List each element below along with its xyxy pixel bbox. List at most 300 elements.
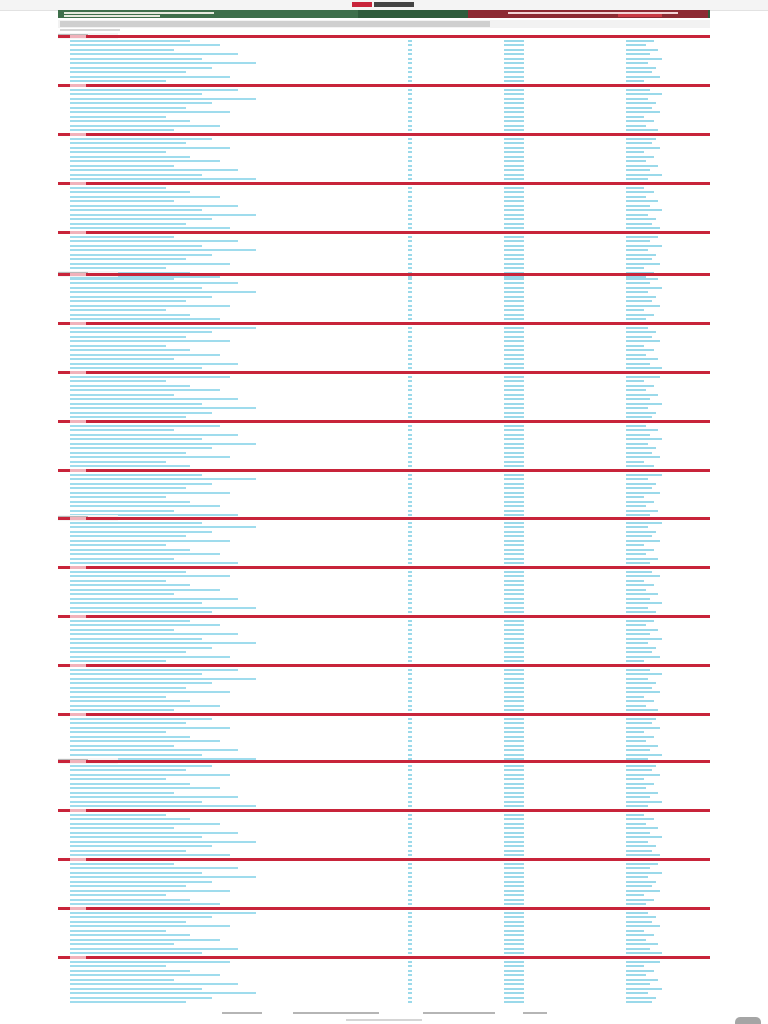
muscle-group-link[interactable] (626, 629, 658, 631)
muscle-group-link[interactable] (626, 452, 652, 454)
exercise-link[interactable] (70, 309, 166, 311)
exercise-link[interactable] (70, 487, 186, 489)
muscle-group-link[interactable] (626, 754, 662, 756)
exercise-link[interactable] (70, 53, 238, 55)
muscle-group-link[interactable] (626, 827, 658, 829)
muscle-group-link[interactable] (626, 854, 660, 856)
muscle-group-link[interactable] (626, 916, 656, 918)
exercise-link[interactable] (70, 461, 166, 463)
footer-link-terms[interactable] (293, 1012, 379, 1014)
exercise-link[interactable] (70, 890, 230, 892)
muscle-group-link[interactable] (626, 254, 656, 256)
exercise-link[interactable] (70, 970, 190, 972)
muscle-group-link[interactable] (626, 71, 652, 73)
muscle-group-link[interactable] (626, 111, 660, 113)
exercise-link[interactable] (70, 796, 238, 798)
muscle-group-link[interactable] (626, 227, 660, 229)
muscle-group-link[interactable] (626, 496, 644, 498)
exercise-link[interactable] (70, 801, 202, 803)
exercise-link[interactable] (70, 522, 202, 524)
exercise-link[interactable] (70, 510, 174, 512)
muscle-group-link[interactable] (626, 438, 662, 440)
exercise-link[interactable] (70, 832, 238, 834)
exercise-link[interactable] (70, 961, 230, 963)
exercise-link[interactable] (70, 287, 202, 289)
muscle-group-link[interactable] (626, 483, 656, 485)
muscle-group-link[interactable] (626, 394, 658, 396)
muscle-group-link[interactable] (626, 899, 654, 901)
muscle-group-link[interactable] (626, 296, 656, 298)
muscle-group-link[interactable] (626, 727, 660, 729)
exercise-link[interactable] (70, 300, 186, 302)
muscle-group-link[interactable] (626, 169, 650, 171)
exercise-link[interactable] (70, 850, 186, 852)
muscle-group-link[interactable] (626, 774, 660, 776)
exercise-link[interactable] (70, 209, 202, 211)
muscle-group-link[interactable] (626, 571, 652, 573)
muscle-group-link[interactable] (626, 492, 660, 494)
muscle-group-link[interactable] (626, 522, 662, 524)
exercise-link[interactable] (70, 496, 166, 498)
muscle-group-link[interactable] (626, 544, 644, 546)
muscle-group-link[interactable] (626, 340, 660, 342)
exercise-link[interactable] (70, 727, 230, 729)
muscle-group-link[interactable] (626, 823, 646, 825)
exercise-link[interactable] (70, 669, 238, 671)
muscle-group-link[interactable] (626, 580, 644, 582)
muscle-group-link[interactable] (626, 696, 644, 698)
exercise-link[interactable] (70, 367, 202, 369)
muscle-group-link[interactable] (626, 49, 658, 51)
exercise-link[interactable] (70, 611, 212, 613)
muscle-group-link[interactable] (626, 787, 646, 789)
muscle-group-link[interactable] (626, 575, 660, 577)
muscle-group-link[interactable] (626, 287, 662, 289)
exercise-link[interactable] (70, 903, 220, 905)
exercise-link[interactable] (70, 200, 174, 202)
muscle-group-link[interactable] (626, 535, 652, 537)
exercise-link[interactable] (70, 607, 256, 609)
exercise-link[interactable] (70, 749, 238, 751)
muscle-group-link[interactable] (626, 925, 660, 927)
muscle-group-link[interactable] (626, 850, 652, 852)
muscle-group-link[interactable] (626, 331, 656, 333)
muscle-group-link[interactable] (626, 687, 652, 689)
exercise-link[interactable] (70, 452, 186, 454)
muscle-group-link[interactable] (626, 602, 662, 604)
exercise-link[interactable] (70, 687, 186, 689)
exercise-link[interactable] (70, 331, 212, 333)
exercise-link[interactable] (70, 191, 190, 193)
muscle-group-link[interactable] (626, 129, 658, 131)
exercise-link[interactable] (70, 291, 256, 293)
muscle-group-link[interactable] (626, 258, 652, 260)
muscle-group-link[interactable] (626, 745, 658, 747)
exercise-link[interactable] (70, 580, 166, 582)
muscle-group-link[interactable] (626, 98, 648, 100)
muscle-group-link[interactable] (626, 93, 662, 95)
exercise-link[interactable] (70, 818, 190, 820)
muscle-group-link[interactable] (626, 425, 646, 427)
muscle-group-link[interactable] (626, 638, 662, 640)
muscle-group-link[interactable] (626, 300, 652, 302)
exercise-link[interactable] (70, 403, 202, 405)
muscle-group-link[interactable] (626, 223, 652, 225)
muscle-group-link[interactable] (626, 801, 662, 803)
exercise-link[interactable] (70, 765, 212, 767)
exercise-link[interactable] (70, 836, 202, 838)
exercise-link[interactable] (70, 278, 174, 280)
muscle-group-link[interactable] (626, 841, 648, 843)
exercise-link[interactable] (70, 434, 238, 436)
muscle-group-link[interactable] (626, 62, 648, 64)
exercise-link[interactable] (70, 584, 190, 586)
exercise-link[interactable] (70, 558, 174, 560)
muscle-group-link[interactable] (626, 765, 656, 767)
exercise-link[interactable] (70, 700, 190, 702)
exercise-link[interactable] (70, 988, 202, 990)
exercise-link[interactable] (70, 358, 174, 360)
exercise-link[interactable] (70, 218, 212, 220)
muscle-group-link[interactable] (626, 872, 662, 874)
exercise-link[interactable] (70, 102, 212, 104)
exercise-link[interactable] (70, 429, 174, 431)
exercise-link[interactable] (70, 478, 256, 480)
muscle-group-link[interactable] (626, 531, 656, 533)
muscle-group-link[interactable] (626, 890, 660, 892)
muscle-group-link[interactable] (626, 1001, 652, 1003)
muscle-group-link[interactable] (626, 178, 648, 180)
exercise-link[interactable] (70, 544, 166, 546)
exercise-link[interactable] (70, 872, 202, 874)
muscle-group-link[interactable] (626, 53, 650, 55)
exercise-link[interactable] (70, 227, 230, 229)
muscle-group-link[interactable] (626, 983, 650, 985)
exercise-link[interactable] (70, 385, 190, 387)
exercise-link[interactable] (70, 240, 238, 242)
muscle-group-link[interactable] (626, 633, 650, 635)
exercise-link[interactable] (70, 327, 256, 329)
muscle-group-link[interactable] (626, 624, 646, 626)
muscle-group-link[interactable] (626, 278, 658, 280)
muscle-group-link[interactable] (626, 461, 644, 463)
exercise-link[interactable] (70, 930, 166, 932)
muscle-group-link[interactable] (626, 291, 648, 293)
exercise-link[interactable] (70, 992, 256, 994)
exercise-link[interactable] (70, 651, 186, 653)
muscle-group-link[interactable] (626, 796, 650, 798)
exercise-link[interactable] (70, 314, 190, 316)
muscle-group-link[interactable] (626, 607, 648, 609)
muscle-group-link[interactable] (626, 961, 660, 963)
muscle-group-link[interactable] (626, 487, 652, 489)
exercise-link[interactable] (70, 709, 174, 711)
exercise-link[interactable] (70, 575, 230, 577)
muscle-group-link[interactable] (626, 589, 646, 591)
exercise-link[interactable] (70, 67, 212, 69)
exercise-link[interactable] (70, 107, 186, 109)
exercise-link[interactable] (70, 258, 186, 260)
exercise-link[interactable] (70, 49, 174, 51)
exercise-link[interactable] (70, 80, 166, 82)
promo-banner[interactable] (58, 10, 710, 18)
exercise-link[interactable] (70, 943, 174, 945)
exercise-link[interactable] (70, 76, 230, 78)
muscle-group-link[interactable] (626, 403, 662, 405)
muscle-group-link[interactable] (626, 478, 648, 480)
exercise-link[interactable] (70, 474, 202, 476)
exercise-link[interactable] (70, 376, 230, 378)
muscle-group-link[interactable] (626, 187, 644, 189)
exercise-link[interactable] (70, 638, 202, 640)
muscle-group-link[interactable] (626, 749, 650, 751)
exercise-link[interactable] (70, 249, 256, 251)
muscle-group-link[interactable] (626, 309, 644, 311)
muscle-group-link[interactable] (626, 102, 656, 104)
exercise-link[interactable] (70, 774, 230, 776)
muscle-group-link[interactable] (626, 992, 648, 994)
muscle-group-link[interactable] (626, 731, 644, 733)
muscle-group-link[interactable] (626, 783, 654, 785)
muscle-group-link[interactable] (626, 651, 652, 653)
muscle-group-link[interactable] (626, 429, 658, 431)
muscle-group-link[interactable] (626, 939, 646, 941)
exercise-link[interactable] (70, 656, 230, 658)
exercise-link[interactable] (70, 44, 220, 46)
exercise-link[interactable] (70, 318, 220, 320)
muscle-group-link[interactable] (626, 921, 652, 923)
muscle-group-link[interactable] (626, 818, 654, 820)
muscle-group-link[interactable] (626, 700, 654, 702)
exercise-link[interactable] (70, 196, 220, 198)
exercise-link[interactable] (70, 236, 174, 238)
exercise-link[interactable] (70, 501, 190, 503)
exercise-link[interactable] (70, 363, 238, 365)
muscle-group-link[interactable] (626, 769, 652, 771)
exercise-link[interactable] (70, 894, 166, 896)
muscle-group-link[interactable] (626, 267, 644, 269)
muscle-group-link[interactable] (626, 120, 654, 122)
exercise-link[interactable] (70, 589, 220, 591)
exercise-link[interactable] (70, 629, 174, 631)
exercise-link[interactable] (70, 934, 190, 936)
muscle-group-link[interactable] (626, 138, 656, 140)
exercise-link[interactable] (70, 876, 256, 878)
exercise-link[interactable] (70, 823, 220, 825)
muscle-group-link[interactable] (626, 209, 662, 211)
muscle-group-link[interactable] (626, 363, 650, 365)
exercise-link[interactable] (70, 754, 202, 756)
exercise-link[interactable] (70, 425, 220, 427)
exercise-link[interactable] (70, 642, 256, 644)
exercise-link[interactable] (70, 345, 166, 347)
exercise-link[interactable] (70, 549, 190, 551)
muscle-group-link[interactable] (626, 314, 654, 316)
exercise-link[interactable] (70, 571, 186, 573)
exercise-link[interactable] (70, 682, 212, 684)
exercise-link[interactable] (70, 863, 174, 865)
muscle-group-link[interactable] (626, 107, 652, 109)
muscle-group-link[interactable] (626, 447, 656, 449)
muscle-group-link[interactable] (626, 997, 656, 999)
muscle-group-link[interactable] (626, 505, 646, 507)
exercise-link[interactable] (70, 147, 230, 149)
banner-cta-button[interactable] (618, 14, 662, 17)
exercise-link[interactable] (70, 939, 220, 941)
muscle-group-link[interactable] (626, 354, 646, 356)
exercise-link[interactable] (70, 340, 230, 342)
exercise-link[interactable] (70, 205, 238, 207)
muscle-group-link[interactable] (626, 549, 654, 551)
muscle-group-link[interactable] (626, 718, 656, 720)
exercise-link[interactable] (70, 854, 230, 856)
muscle-group-link[interactable] (626, 691, 660, 693)
exercise-link[interactable] (70, 620, 190, 622)
exercise-link[interactable] (70, 407, 256, 409)
muscle-group-link[interactable] (626, 156, 654, 158)
muscle-group-link[interactable] (626, 988, 662, 990)
muscle-group-link[interactable] (626, 682, 656, 684)
exercise-link[interactable] (70, 841, 256, 843)
muscle-group-link[interactable] (626, 165, 658, 167)
exercise-link[interactable] (70, 691, 230, 693)
muscle-group-link[interactable] (626, 367, 662, 369)
muscle-group-link[interactable] (626, 44, 646, 46)
muscle-group-link[interactable] (626, 881, 656, 883)
exercise-link[interactable] (70, 997, 212, 999)
exercise-link[interactable] (70, 979, 174, 981)
muscle-group-link[interactable] (626, 416, 652, 418)
exercise-link[interactable] (70, 120, 190, 122)
exercise-link[interactable] (70, 845, 212, 847)
muscle-group-link[interactable] (626, 510, 658, 512)
exercise-link[interactable] (70, 416, 186, 418)
muscle-group-link[interactable] (626, 245, 662, 247)
muscle-group-link[interactable] (626, 540, 660, 542)
exercise-link[interactable] (70, 660, 166, 662)
exercise-link[interactable] (70, 899, 190, 901)
muscle-group-link[interactable] (626, 970, 654, 972)
exercise-link[interactable] (70, 263, 230, 265)
muscle-group-link[interactable] (626, 116, 644, 118)
muscle-group-link[interactable] (626, 736, 654, 738)
muscle-group-link[interactable] (626, 80, 644, 82)
exercise-link[interactable] (70, 116, 166, 118)
exercise-link[interactable] (70, 948, 238, 950)
exercise-link[interactable] (70, 89, 238, 91)
exercise-link[interactable] (70, 553, 220, 555)
muscle-group-link[interactable] (626, 669, 650, 671)
exercise-link[interactable] (70, 412, 212, 414)
exercise-link[interactable] (70, 223, 186, 225)
muscle-group-link[interactable] (626, 584, 654, 586)
exercise-link[interactable] (70, 443, 256, 445)
exercise-link[interactable] (70, 722, 186, 724)
muscle-group-link[interactable] (626, 903, 646, 905)
exercise-link[interactable] (70, 881, 212, 883)
muscle-group-link[interactable] (626, 501, 654, 503)
muscle-group-link[interactable] (626, 673, 662, 675)
muscle-group-link[interactable] (626, 236, 658, 238)
exercise-link[interactable] (70, 718, 212, 720)
exercise-link[interactable] (70, 912, 256, 914)
exercise-link[interactable] (70, 380, 166, 382)
muscle-group-link[interactable] (626, 836, 662, 838)
muscle-group-link[interactable] (626, 58, 662, 60)
exercise-link[interactable] (70, 783, 190, 785)
muscle-group-link[interactable] (626, 327, 648, 329)
exercise-link[interactable] (70, 787, 220, 789)
exercise-link[interactable] (70, 138, 212, 140)
muscle-group-link[interactable] (626, 214, 648, 216)
muscle-group-link[interactable] (626, 196, 646, 198)
exercise-link[interactable] (70, 673, 202, 675)
exercise-link[interactable] (70, 952, 202, 954)
muscle-group-link[interactable] (626, 160, 646, 162)
muscle-group-link[interactable] (626, 598, 650, 600)
muscle-group-link[interactable] (626, 778, 644, 780)
exercise-link[interactable] (70, 792, 174, 794)
exercise-link[interactable] (70, 505, 220, 507)
muscle-group-link[interactable] (626, 912, 648, 914)
exercise-link[interactable] (70, 93, 202, 95)
muscle-group-link[interactable] (626, 412, 656, 414)
exercise-link[interactable] (70, 736, 190, 738)
muscle-group-link[interactable] (626, 965, 644, 967)
muscle-group-link[interactable] (626, 722, 652, 724)
muscle-group-link[interactable] (626, 443, 648, 445)
exercise-link[interactable] (70, 696, 166, 698)
muscle-group-link[interactable] (626, 562, 650, 564)
muscle-group-link[interactable] (626, 318, 646, 320)
muscle-group-link[interactable] (626, 434, 650, 436)
muscle-group-link[interactable] (626, 358, 658, 360)
muscle-group-link[interactable] (626, 894, 644, 896)
exercise-link[interactable] (70, 778, 166, 780)
exercise-link[interactable] (70, 925, 230, 927)
muscle-group-link[interactable] (626, 660, 644, 662)
muscle-group-link[interactable] (626, 407, 648, 409)
muscle-group-link[interactable] (626, 979, 658, 981)
muscle-group-link[interactable] (626, 740, 646, 742)
exercise-link[interactable] (70, 71, 186, 73)
muscle-group-link[interactable] (626, 174, 662, 176)
exercise-link[interactable] (70, 389, 220, 391)
muscle-group-link[interactable] (626, 389, 646, 391)
chat-widget-icon[interactable] (735, 1017, 761, 1024)
exercise-link[interactable] (70, 1001, 186, 1003)
muscle-group-link[interactable] (626, 474, 662, 476)
muscle-group-link[interactable] (626, 376, 660, 378)
exercise-link[interactable] (70, 805, 256, 807)
muscle-group-link[interactable] (626, 845, 656, 847)
exercise-link[interactable] (70, 483, 212, 485)
exercise-link[interactable] (70, 267, 166, 269)
exercise-link[interactable] (70, 187, 166, 189)
muscle-group-link[interactable] (626, 465, 654, 467)
muscle-group-link[interactable] (626, 514, 650, 516)
muscle-group-link[interactable] (626, 336, 652, 338)
exercise-link[interactable] (70, 465, 190, 467)
muscle-group-link[interactable] (626, 678, 648, 680)
site-logo[interactable] (352, 1, 416, 8)
muscle-group-link[interactable] (626, 805, 648, 807)
exercise-link[interactable] (70, 921, 186, 923)
exercise-link[interactable] (70, 705, 220, 707)
muscle-group-link[interactable] (626, 705, 646, 707)
muscle-group-link[interactable] (626, 952, 662, 954)
muscle-group-link[interactable] (626, 76, 660, 78)
